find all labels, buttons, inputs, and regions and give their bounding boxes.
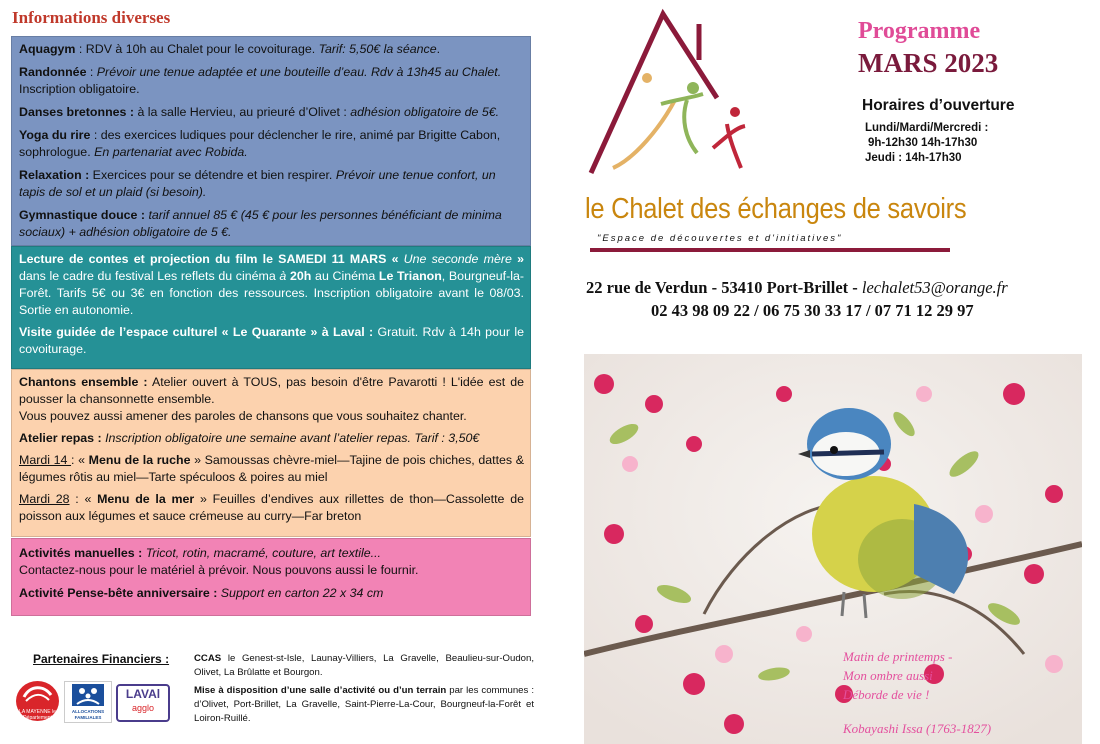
danses-text: à la salle Hervieu, au prieuré d’Olivet : bbox=[134, 105, 351, 119]
aquagym-text: : RDV à 10h au Chalet pour le covoiturage. bbox=[75, 42, 319, 56]
opening-days-1: Lundi/Mardi/Mercredi : bbox=[865, 122, 989, 134]
haiku-line-3: Déborde de vie ! bbox=[843, 687, 930, 702]
relaxation-italic: Prévoir une tenue confort, un tapis de sol et un plaid (si besoin). bbox=[19, 168, 496, 199]
manuelles-italic: Tricot, rotin, macramé, couture, art textile... bbox=[142, 546, 381, 560]
phone-line: 02 43 98 09 22 / 06 75 30 33 17 / 07 71 12 29 97 bbox=[651, 301, 974, 320]
programme-label: Programme bbox=[858, 18, 981, 44]
mardi28-text: Feuilles d’endives aux rillettes de thon—Cassolette de poisson aux légumes et sauce crémeuse au curry—Far breton bbox=[19, 492, 524, 523]
partners-label: Partenaires Financiers : bbox=[33, 652, 170, 666]
aquagym-item bbox=[19, 41, 524, 58]
mise-text bbox=[194, 684, 534, 726]
activities-box-pink bbox=[11, 538, 531, 616]
gym-item bbox=[19, 207, 524, 241]
mayenne-logo-text: LA MAYENNE le Département bbox=[19, 709, 56, 721]
mardi14-menu: Menu de la ruche bbox=[88, 453, 191, 467]
visite-text: Gratuit. Rdv à 14h pour le covoiturage. bbox=[19, 325, 524, 356]
mise-bold: Mise à disposition d’une salle d’activité ou d’un terrain bbox=[194, 685, 447, 696]
randonnee-item bbox=[19, 64, 524, 98]
laval-logo-bottom: agglo bbox=[131, 703, 155, 713]
contes-film: Une seconde mère bbox=[403, 252, 512, 266]
opening-days-2: Jeudi : 14h-17h30 bbox=[865, 152, 962, 164]
ccas-bold: CCAS bbox=[194, 653, 222, 664]
mardi14-sep: : « bbox=[71, 453, 89, 467]
chantons-item bbox=[19, 374, 524, 408]
contes-cinema: Le Trianon bbox=[378, 269, 442, 283]
danses-label: Danses bretonnes : bbox=[19, 105, 134, 119]
haiku-line-1: Matin de printemps - bbox=[843, 649, 953, 664]
pense-title: Activité Pense-bête anniversaire : bbox=[19, 586, 218, 600]
email-text: lechalet53@orange.fr bbox=[861, 278, 1008, 297]
relaxation-item bbox=[19, 167, 524, 201]
activities-box-teal bbox=[11, 246, 531, 369]
yoga-item bbox=[19, 127, 524, 161]
activities-box-peach bbox=[11, 369, 531, 537]
manuelles-text: Contactez-nous pour le matériel à prévoir. Nous pouvons aussi le fournir. bbox=[19, 563, 419, 577]
opening-hours-1: 9h-12h30 14h-17h30 bbox=[868, 137, 978, 149]
laval-agglo-logo bbox=[116, 684, 170, 722]
haiku-line-2: Mon ombre aussi bbox=[843, 668, 933, 683]
randonnee-label: Randonnée bbox=[19, 65, 87, 79]
mardi28-sep: : « bbox=[69, 492, 98, 506]
relaxation-label: Relaxation : bbox=[19, 168, 90, 182]
contes-a: à bbox=[279, 269, 287, 283]
brand-subtitle: "Espace de découvertes et d'initiatives" bbox=[597, 233, 843, 244]
manuelles-item bbox=[19, 545, 524, 562]
contes-text-1: dans le cadre du festival Les reflets du cinéma bbox=[19, 269, 280, 283]
relaxation-text: Exercices pour se détendre et bien respirer. bbox=[89, 168, 336, 182]
mardi28-item bbox=[19, 491, 524, 525]
ccas-text bbox=[194, 652, 534, 680]
randonnee-sep: : bbox=[86, 65, 97, 79]
pense-italic: Support en carton 22 x 34 cm bbox=[217, 586, 384, 600]
brand-underline bbox=[590, 248, 950, 252]
chalet-house-logo bbox=[585, 8, 775, 188]
visite-item bbox=[19, 324, 524, 358]
mise-body: par les communes : d’Olivet, Port-Brillet, La Gravelle, Saint-Pierre-La-Cour, Bourgneuf-la-Forêt et Loiron-Ruillé. bbox=[194, 685, 534, 724]
chantons-text: Atelier ouvert à TOUS, pas besoin d'être Pavarotti ! L'idée est de pousser la chansonnette ensemble. bbox=[19, 375, 524, 406]
mayenne-swirl-icon bbox=[16, 681, 59, 707]
month-label: MARS 2023 bbox=[858, 48, 999, 78]
randonnee-text: Inscription obligatoire. bbox=[19, 82, 140, 96]
gym-italic: tarif annuel 85 € (45 € pour les personnes bénéficiant de minima sociaux) + adhésion obligatoire de 5 €. bbox=[19, 208, 502, 239]
danses-italic: adhésion obligatoire de 5€. bbox=[350, 105, 500, 119]
aquagym-tarif: Tarif: 5,50€ la séance bbox=[318, 42, 437, 56]
yoga-text: : des exercices ludiques pour déclencher le rire, animé par Brigitte Cabon, sophrologue. bbox=[19, 128, 501, 159]
chantons-text-2: Vous pouvez aussi amener des paroles de chansons que vous souhaitez chanter. bbox=[19, 409, 467, 423]
section-title-informations: Informations diverses bbox=[12, 8, 171, 27]
visite-title: Visite guidée de l’espace culturel « Le Quarante » à Laval : bbox=[19, 325, 374, 339]
haiku-author: Kobayashi Issa (1763-1827) bbox=[843, 721, 992, 736]
laval-logo-top: LAVAl bbox=[125, 687, 161, 701]
randonnee-italic: Prévoir une tenue adaptée et une bouteille d’eau. Rdv à 13h45 au Chalet. bbox=[96, 65, 502, 79]
mardi14-item bbox=[19, 452, 524, 486]
mardi28-close: » bbox=[194, 492, 207, 506]
contes-text-3: , Bourgneuf-la- Forêt. Tarifs 5€ ou 3€ en fonction des ressources. Inscription obligatoire avant le 08/03. Sortie en autonomie. bbox=[19, 269, 524, 317]
contes-time: 20h bbox=[290, 269, 312, 283]
danses-item bbox=[19, 104, 524, 121]
repas-title: Atelier repas : bbox=[19, 431, 102, 445]
contes-close: » bbox=[511, 252, 524, 266]
caf-logo-text: ALLOCATIONS FAMILIALES bbox=[71, 709, 105, 720]
yoga-italic: En partenariat avec Robida. bbox=[94, 145, 248, 159]
contes-title: Lecture de contes et projection du film le SAMEDI 11 MARS « bbox=[19, 252, 404, 266]
mayenne-logo bbox=[16, 681, 59, 721]
activities-box-blue bbox=[11, 36, 531, 246]
bird-photo bbox=[584, 354, 1082, 744]
chantons-title: Chantons ensemble : bbox=[19, 375, 148, 389]
opening-hours-title: Horaires d’ouverture bbox=[862, 97, 1015, 114]
ccas-body: le Genest-st-Isle, Launay-Villiers, La Gravelle, Beaulieu-sur-Oudon, Olivet, La Brûlatte et Bourgon. bbox=[194, 653, 534, 678]
caf-family-icon bbox=[66, 682, 110, 708]
brand-name: le Chalet des échanges de savoirs bbox=[585, 193, 967, 225]
pense-item bbox=[19, 585, 524, 602]
mardi14-text: Samoussas chèvre-miel—Tajine de pois chiches, dattes & légumes rôtis au miel—Tarte spéculoos & poires au miel bbox=[19, 453, 525, 484]
contes-item bbox=[19, 251, 524, 319]
mardi14-date: Mardi 14 bbox=[19, 453, 72, 467]
aquagym-end: . bbox=[436, 42, 441, 56]
gym-label: Gymnastique douce : bbox=[19, 208, 145, 222]
mardi28-menu: Menu de la mer bbox=[97, 492, 195, 506]
yoga-label: Yoga du rire bbox=[19, 128, 91, 142]
mardi28-date: Mardi 28 bbox=[19, 492, 70, 506]
address-text: 22 rue de Verdun - 53410 Port-Brillet - bbox=[586, 278, 862, 297]
caf-logo bbox=[64, 681, 112, 723]
address-line bbox=[586, 278, 1008, 298]
aquagym-label: Aquagym bbox=[19, 42, 76, 56]
repas-item bbox=[19, 430, 524, 447]
blue-tit-on-blossom-image bbox=[584, 354, 1082, 744]
manuelles-title: Activités manuelles : bbox=[19, 546, 143, 560]
contes-text-2: au Cinéma bbox=[311, 269, 379, 283]
repas-italic: Inscription obligatoire une semaine avant l’atelier repas. Tarif : 3,50€ bbox=[101, 431, 480, 445]
mardi14-close: » bbox=[190, 453, 202, 467]
